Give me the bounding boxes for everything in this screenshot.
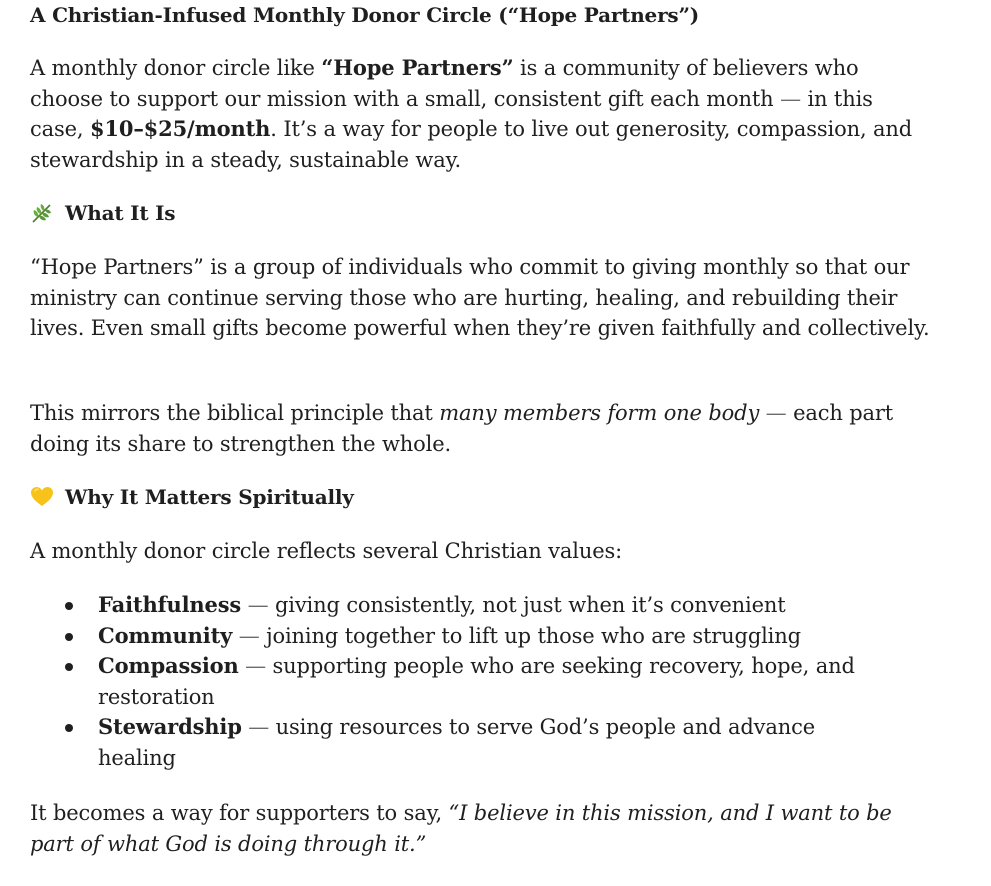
values-list [65, 590, 885, 773]
intro-dash: — [780, 86, 801, 111]
closing-paragraph [30, 798, 930, 859]
intro-text: A monthly donor circle like [30, 56, 322, 80]
intro-text: is a community of believers who choose to support our mission with a small, consistent gift each month [30, 56, 859, 111]
body-principle-paragraph [30, 398, 930, 459]
list-item-description: using resources to serve God’s people and advance healing [98, 715, 816, 770]
section-heading-text: What It Is [65, 201, 176, 225]
list-item-dash: — [241, 715, 276, 739]
intro-program-name: “Hope Partners” [321, 55, 514, 80]
list-item [65, 712, 885, 773]
list-item [65, 621, 885, 652]
yellow-heart-icon [30, 485, 54, 509]
list-item-term: Compassion [98, 653, 239, 678]
bullet [65, 724, 73, 732]
list-item-term: Community [98, 622, 233, 648]
list-item-term: Faithfulness [98, 592, 242, 617]
intro-paragraph [30, 53, 930, 175]
emphasis-text: many members form one body [439, 401, 760, 425]
list-item-description: supporting people who are seeking recovery, hope, and restoration [98, 654, 855, 709]
herb-icon [30, 201, 54, 225]
values-lead-paragraph: A monthly donor circle reflects several Christian values: [30, 539, 623, 563]
list-item-dash: — [241, 593, 275, 617]
bullet [65, 602, 73, 610]
section-heading-text: Why It Matters Spiritually [65, 485, 354, 509]
quote-text: “I believe in this mission, and I want to be part of what God is doing through it.” [30, 801, 892, 856]
list-item-dash: — [232, 623, 267, 648]
list-item-term: Stewardship [98, 714, 242, 739]
list-item [65, 651, 885, 712]
list-item [65, 590, 885, 621]
intro-text: . It’s a way for people to live out generosity, compassion, and stewardship in a steady, sustainable way. [30, 117, 913, 172]
paragraph-dash: — [759, 401, 794, 425]
section-heading-why-it-matters [30, 482, 354, 512]
bullet [65, 663, 73, 671]
paragraph-text: each part doing its share to strengthen the whole. [30, 401, 894, 456]
intro-amount: $10–$25/month [89, 116, 271, 141]
list-item-dash: — [238, 654, 273, 678]
list-item-description: joining together to lift up those who are struggling [266, 623, 801, 648]
paragraph-text: It becomes a way for supporters to say, [30, 801, 449, 825]
document-title: A Christian-Infused Monthly Donor Circle (“Hope Partners”) [30, 3, 700, 27]
paragraph-text: This mirrors the biblical principle that [30, 401, 440, 425]
list-item-description: giving consistently, not just when it’s convenient [274, 593, 786, 617]
bullet [65, 633, 73, 641]
what-it-is-paragraph: “Hope Partners” is a group of individuals who commit to giving monthly so that our ministry can continue serving those who are hurting, healing, and rebuilding their lives. Even small gifts become powerful when they’re given faithfully and collectively. [30, 255, 930, 340]
intro-text: in this case, [30, 86, 873, 141]
section-heading-what-it-is [30, 198, 175, 228]
